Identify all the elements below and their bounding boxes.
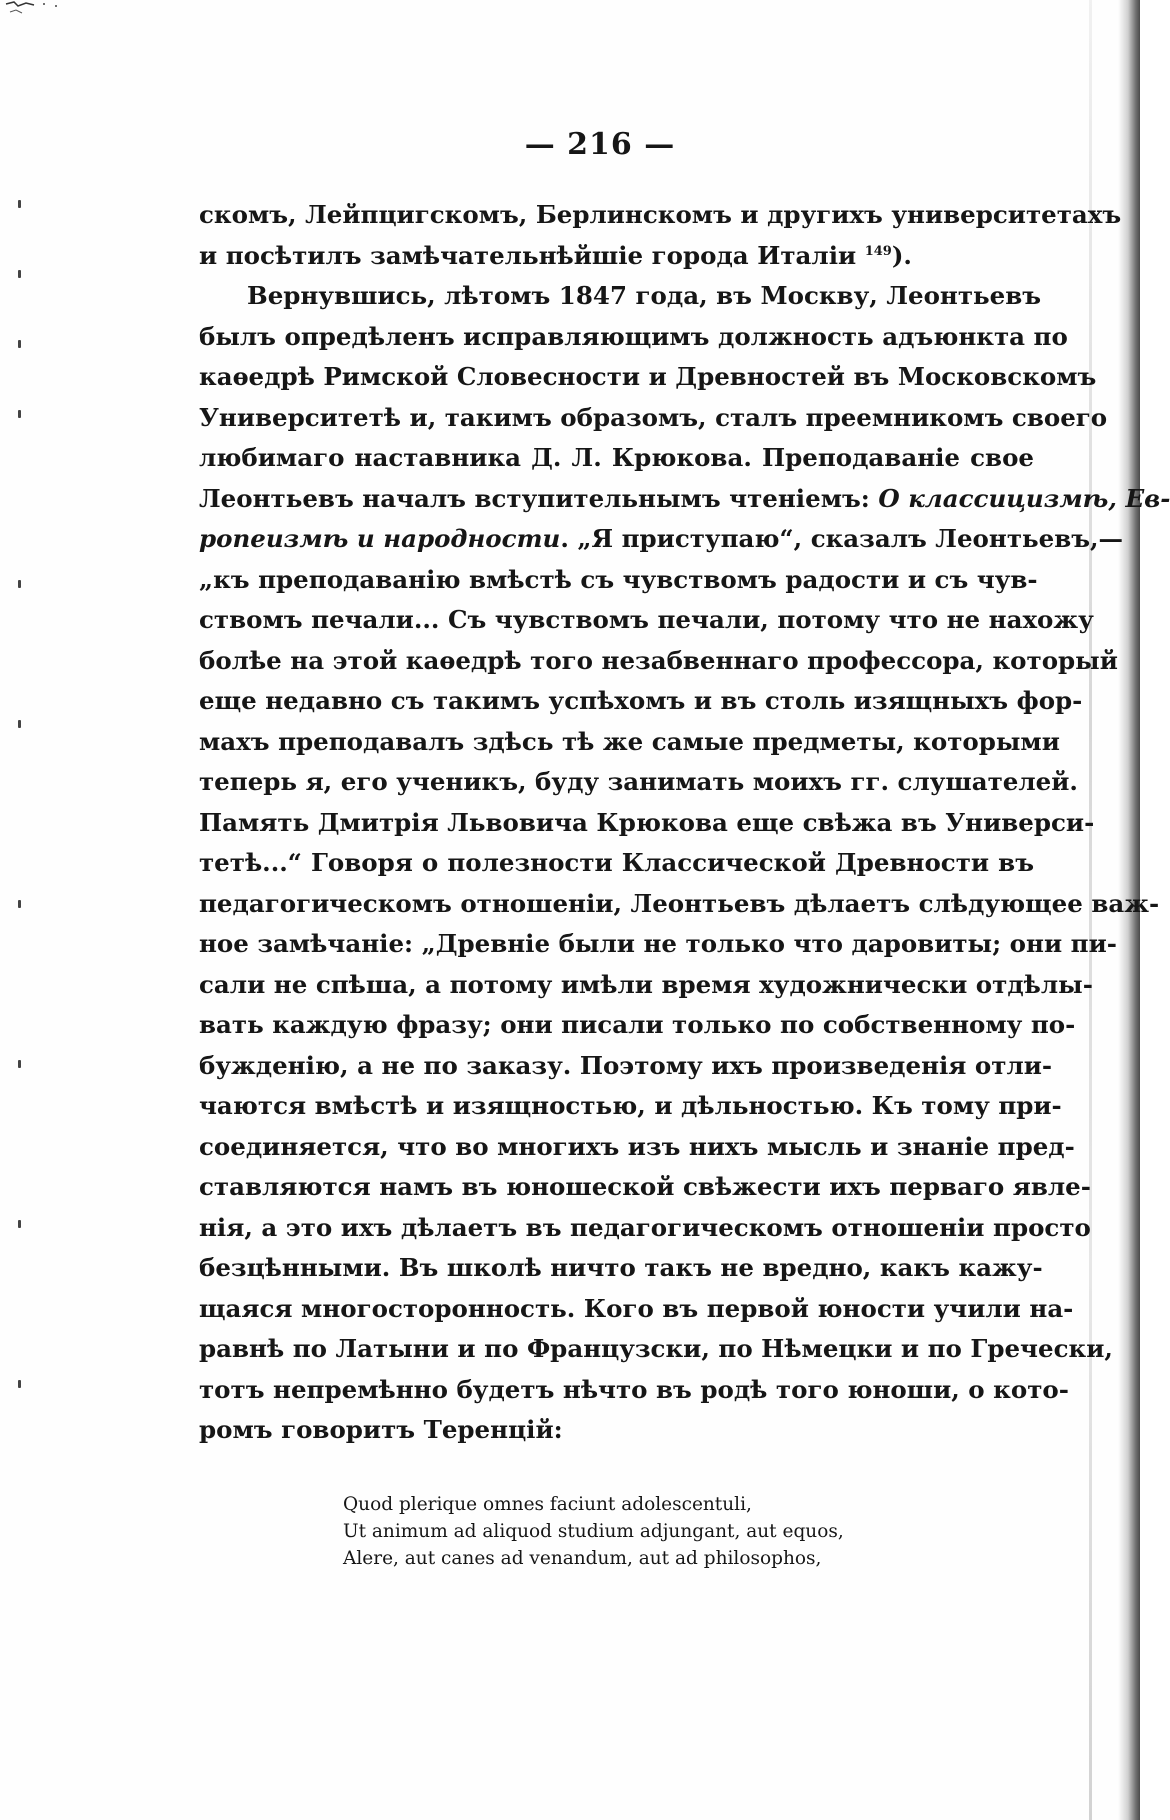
- text-segment: щаяся многосторонность. Кого въ первой юности учили на-: [199, 1293, 1074, 1323]
- text-line: [199, 924, 1117, 965]
- text-segment: махъ преподавалъ здѣсь тѣ же самые предметы, которыми: [199, 726, 1060, 756]
- text-line: [199, 762, 1078, 803]
- page-number: — 216 —: [524, 127, 676, 162]
- text-segment: ставляются намъ въ юношеской свѣжести ихъ перваго явле-: [199, 1172, 1091, 1201]
- text-segment: ное замѣчаніе: „Древніе были не только что даровиты; они пи-: [199, 929, 1117, 958]
- left-margin-specks: [18, 200, 30, 1500]
- text-line: [199, 722, 1060, 763]
- text-segment: . „Я приступаю“, сказалъ Леонтьевъ,—: [560, 524, 1124, 553]
- text-line: [199, 1127, 1075, 1168]
- text-line: [199, 1005, 1076, 1046]
- quote-line: Alere, aut canes ad venandum, aut ad philosophos,: [343, 1548, 822, 1569]
- text-line: [199, 1289, 1074, 1330]
- text-line: [199, 641, 1118, 682]
- text-line: [199, 195, 1122, 236]
- text-line: [199, 1370, 1069, 1411]
- text-line: [199, 803, 1095, 844]
- text-segment: любимаго наставника Д. Л. Крюкова. Преподаваніе свое: [199, 443, 1034, 472]
- footnote-ref: 149: [864, 243, 892, 259]
- text-segment: каѳедрѣ Римской Словесности и Древностей въ Московскомъ: [199, 362, 1097, 391]
- text-segment: сали не спѣша, а потому имѣли время художнически отдѣлы-: [199, 969, 1093, 999]
- text-line: [199, 1329, 1113, 1370]
- text-segment: равнѣ по Латыни и по Французски, по Нѣмецки и по Гречески,: [199, 1334, 1113, 1363]
- text-line: [199, 560, 1038, 601]
- text-segment: педагогическомъ отношеніи, Леонтьевъ дѣлаетъ слѣдующее важ-: [199, 888, 1160, 918]
- text-line: [199, 884, 1160, 925]
- scan-corner-mark: [4, 0, 84, 24]
- text-segment: еще недавно съ такимъ успѣхомъ и въ столь изящныхъ фор-: [199, 686, 1083, 715]
- quote-line: Ut animum ad aliquod studium adjungant, aut equos,: [343, 1521, 844, 1542]
- body-text: [199, 195, 1170, 1451]
- italic-title: ропеизмѣ и народности: [199, 524, 561, 553]
- text-segment: ствомъ печали... Съ чувствомъ печали, потому что не нахожу: [199, 605, 1094, 634]
- latin-quote: [343, 1491, 963, 1572]
- text-segment: скомъ, Лейпцигскомъ, Берлинскомъ и другихъ университетахъ: [199, 200, 1122, 229]
- text-segment: теперь я, его ученикъ, буду занимать моихъ гг. слушателей.: [199, 767, 1078, 796]
- text-line: [199, 600, 1094, 641]
- text-line: [199, 965, 1093, 1006]
- quote-line: Quod plerique omnes faciunt adolescentuli,: [343, 1494, 752, 1515]
- text-segment: чаются вмѣстѣ и изящностью, и дѣльностью. Къ тому при-: [199, 1091, 1062, 1120]
- text-segment: „къ преподаванію вмѣстѣ съ чувствомъ радости и съ чув-: [199, 564, 1038, 594]
- text-segment: Университетѣ и, такимъ образомъ, сталъ преемникомъ своего: [199, 402, 1108, 432]
- text-segment: тотъ непремѣнно будетъ нѣчто въ родѣ того юноши, о кото-: [199, 1374, 1069, 1404]
- text-line: [199, 1208, 1091, 1249]
- text-segment: Вернувшись, лѣтомъ 1847 года, въ Москву, Леонтьевъ: [247, 281, 1042, 310]
- text-line: [199, 479, 1170, 520]
- text-line: [199, 357, 1097, 398]
- text-segment: ромъ говоритъ Теренцій:: [199, 1415, 563, 1444]
- text-line: [199, 276, 1042, 317]
- text-segment: тетѣ...“ Говоря о полезности Классической Древности въ: [199, 848, 1034, 877]
- text-segment: болѣе на этой каѳедрѣ того незабвеннаго профессора, который: [199, 645, 1118, 675]
- text-segment: бужденію, а не по заказу. Поэтому ихъ произведенія отли-: [199, 1050, 1053, 1080]
- text-line: [199, 1167, 1091, 1208]
- text-line: [199, 1248, 1043, 1289]
- text-line: [199, 843, 1034, 884]
- text-line: [199, 438, 1034, 479]
- text-segment: Леонтьевъ началъ вступительнымъ чтеніемъ:: [199, 483, 879, 513]
- text-line: [199, 398, 1108, 439]
- text-segment: и посѣтилъ замѣчательнѣйшіе города Италіи: [199, 240, 865, 270]
- text-line: [199, 236, 1034, 277]
- text-line: [199, 317, 1068, 358]
- text-line: [199, 1086, 1062, 1127]
- text-segment: соединяется, что во многихъ изъ нихъ мысль и знаніе пред-: [199, 1131, 1075, 1161]
- text-segment: нія, а это ихъ дѣлаетъ въ педагогическомъ отношеніи просто: [199, 1212, 1091, 1242]
- text-line: [199, 519, 1124, 560]
- text-line: [199, 1410, 1034, 1451]
- text-segment: Память Дмитрія Львовича Крюкова еще свѣжа въ Универси-: [199, 807, 1095, 837]
- italic-title: О классицизмѣ, Ев-: [878, 483, 1170, 513]
- text-line: [199, 1046, 1053, 1087]
- text-segment: былъ опредѣленъ исправляющимъ должность адъюнкта по: [199, 321, 1068, 351]
- text-segment: вать каждую фразу; они писали только по собственному по-: [199, 1010, 1076, 1039]
- text-segment: ).: [891, 240, 912, 270]
- text-segment: безцѣнными. Въ школѣ ничто такъ не вредно, какъ кажу-: [199, 1253, 1043, 1282]
- text-line: [199, 681, 1083, 722]
